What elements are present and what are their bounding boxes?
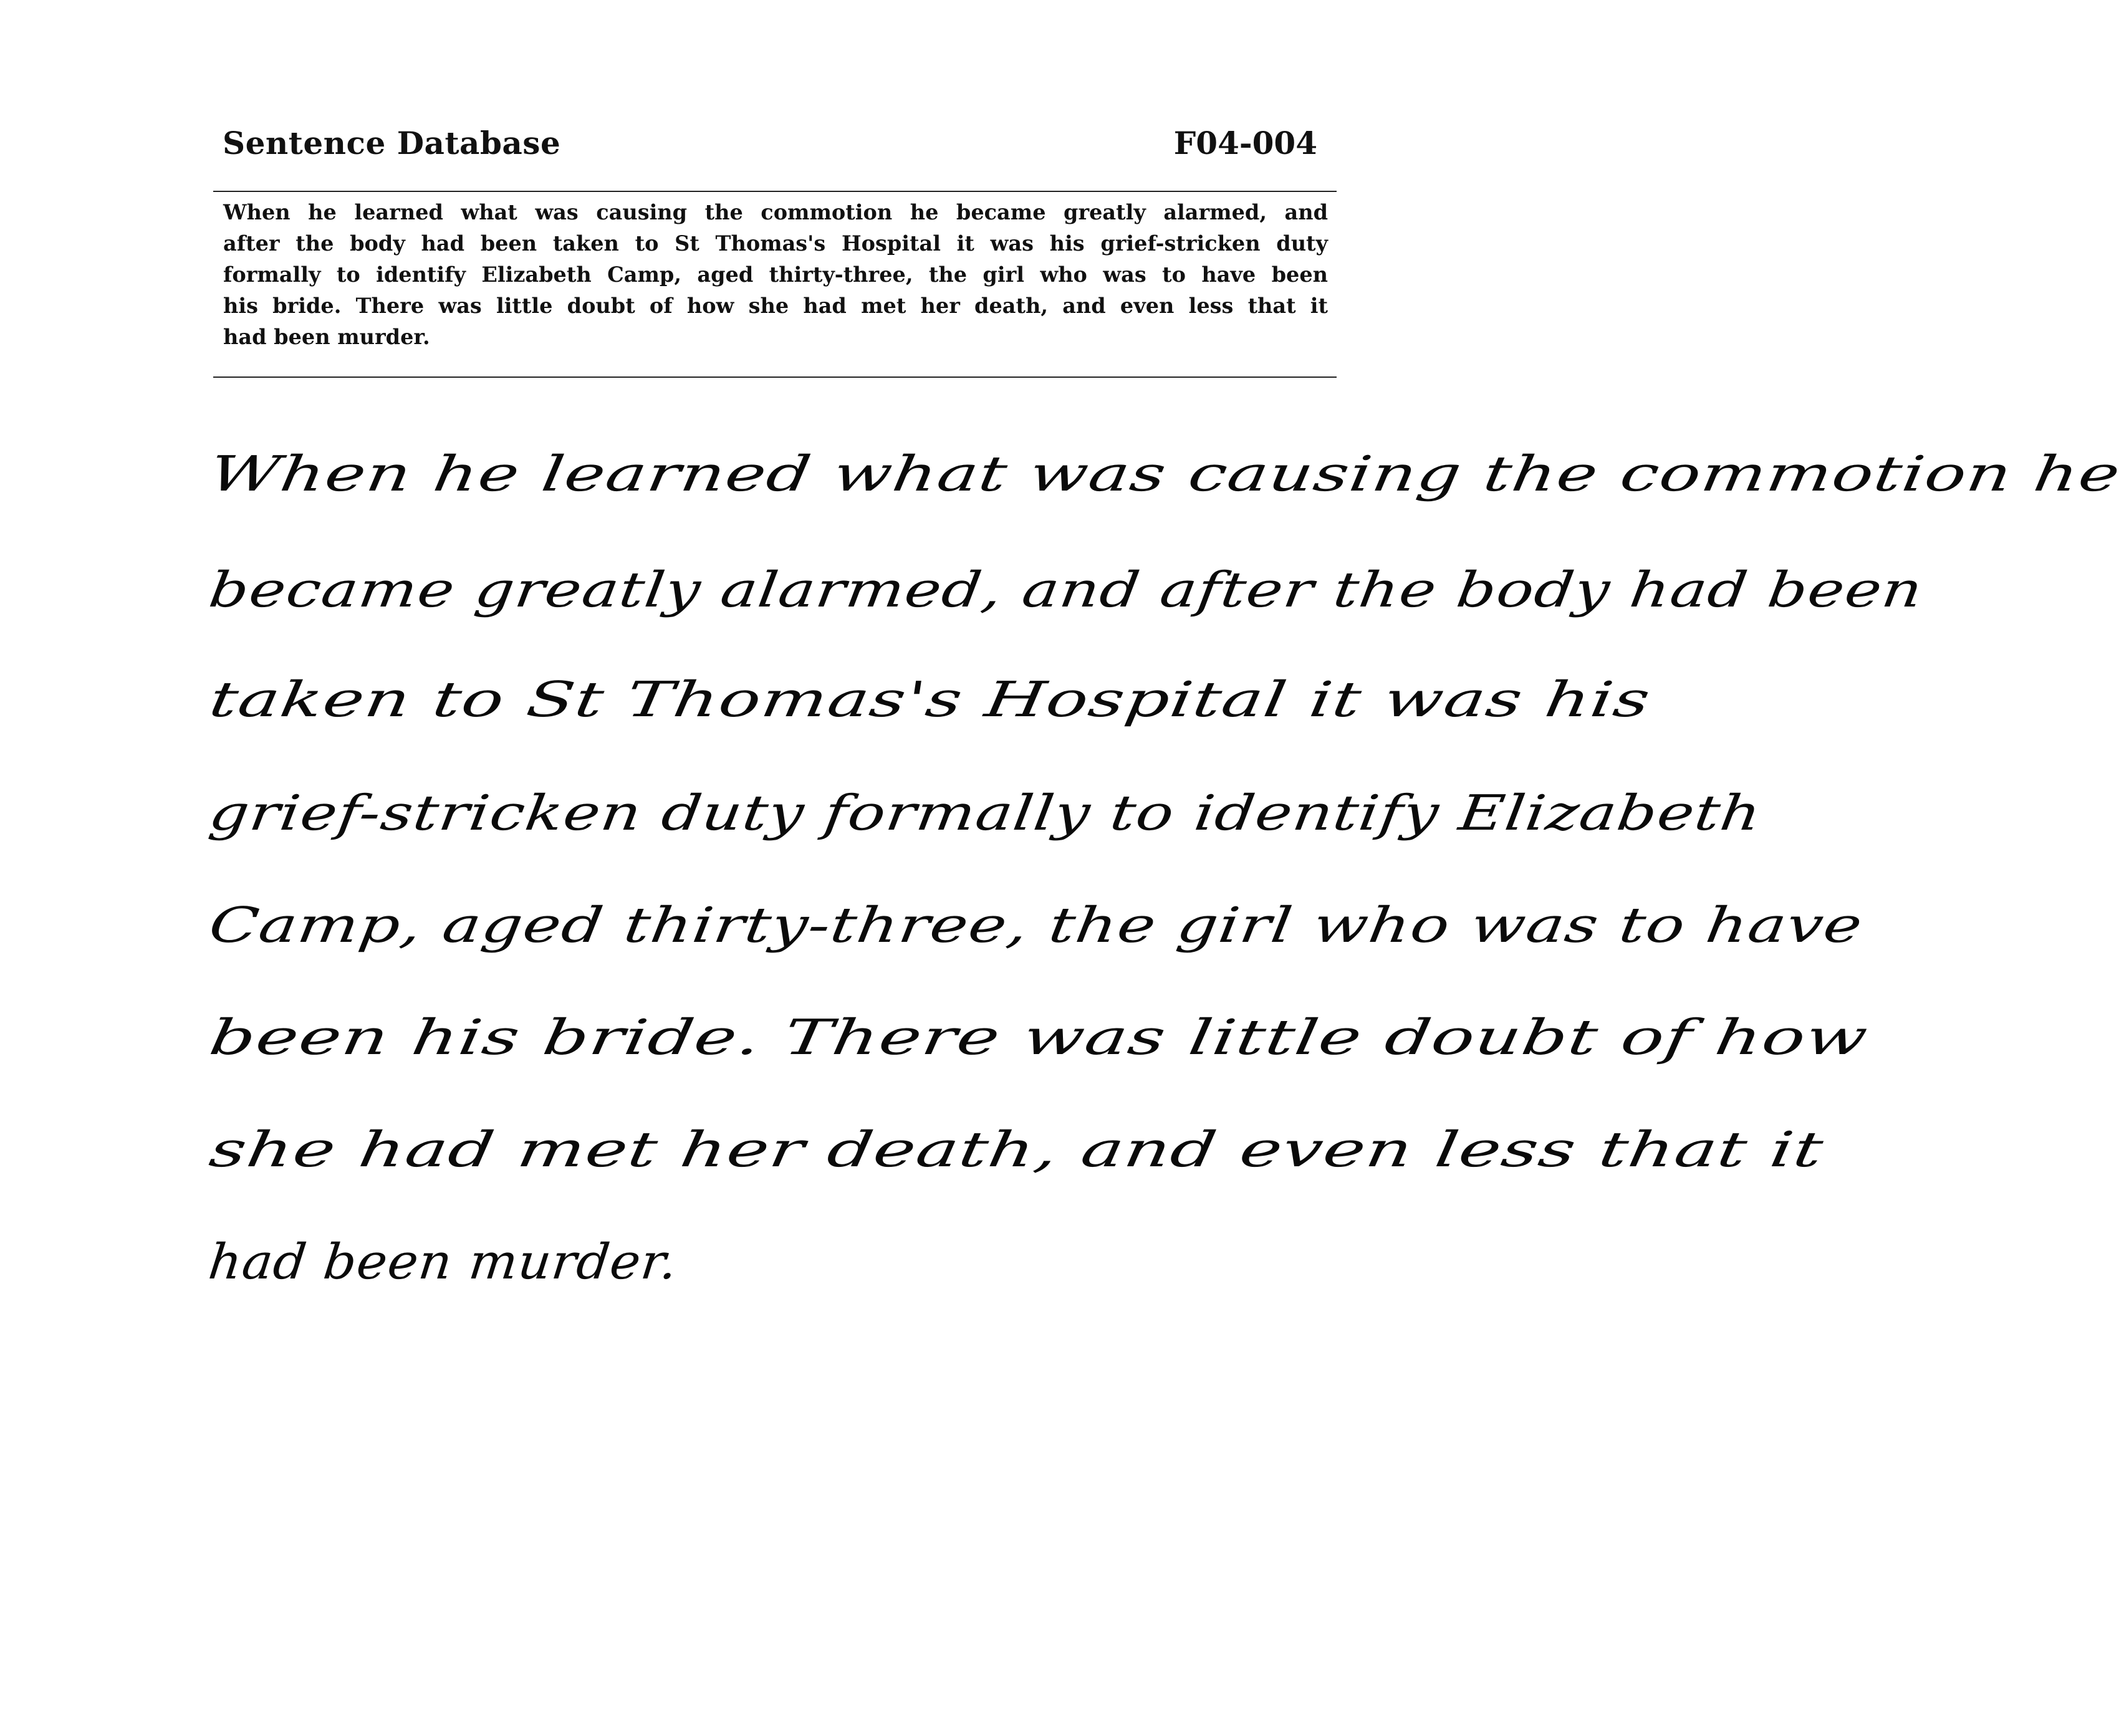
handwritten-line: became greatly alarmed, and after the body had been bbox=[206, 562, 1926, 618]
handwritten-line: had been murder. bbox=[206, 1234, 681, 1290]
page-title: Sentence Database bbox=[223, 125, 561, 161]
handwritten-line: she had met her death, and even less that it bbox=[206, 1122, 1828, 1178]
prompt-line: formally to identify Elizabeth Camp, aged thirty-three, the girl who was to have been bbox=[223, 262, 1328, 287]
prompt-line: had been murder. bbox=[223, 325, 430, 349]
handwritten-line: Camp, aged thirty-three, the girl who was to have bbox=[206, 898, 1867, 954]
handwritten-line: grief-stricken duty formally to identify Elizabeth bbox=[206, 785, 1765, 842]
handwritten-line: been his bride. There was little doubt of how bbox=[206, 1010, 1872, 1066]
prompt-line: after the body had been taken to St Thomas's Hospital it was his grief-stricken duty bbox=[223, 231, 1328, 256]
form-id: F04-004 bbox=[1173, 125, 1317, 161]
prompt-line: his bride. There was little doubt of how she had met her death, and even less that it bbox=[223, 294, 1328, 318]
handwritten-line: When he learned what was causing the commotion he bbox=[206, 446, 2124, 502]
handwritten-line: taken to St Thomas's Hospital it was his bbox=[206, 672, 1655, 728]
prompt-line: When he learned what was causing the commotion he became greatly alarmed, and bbox=[223, 200, 1328, 224]
